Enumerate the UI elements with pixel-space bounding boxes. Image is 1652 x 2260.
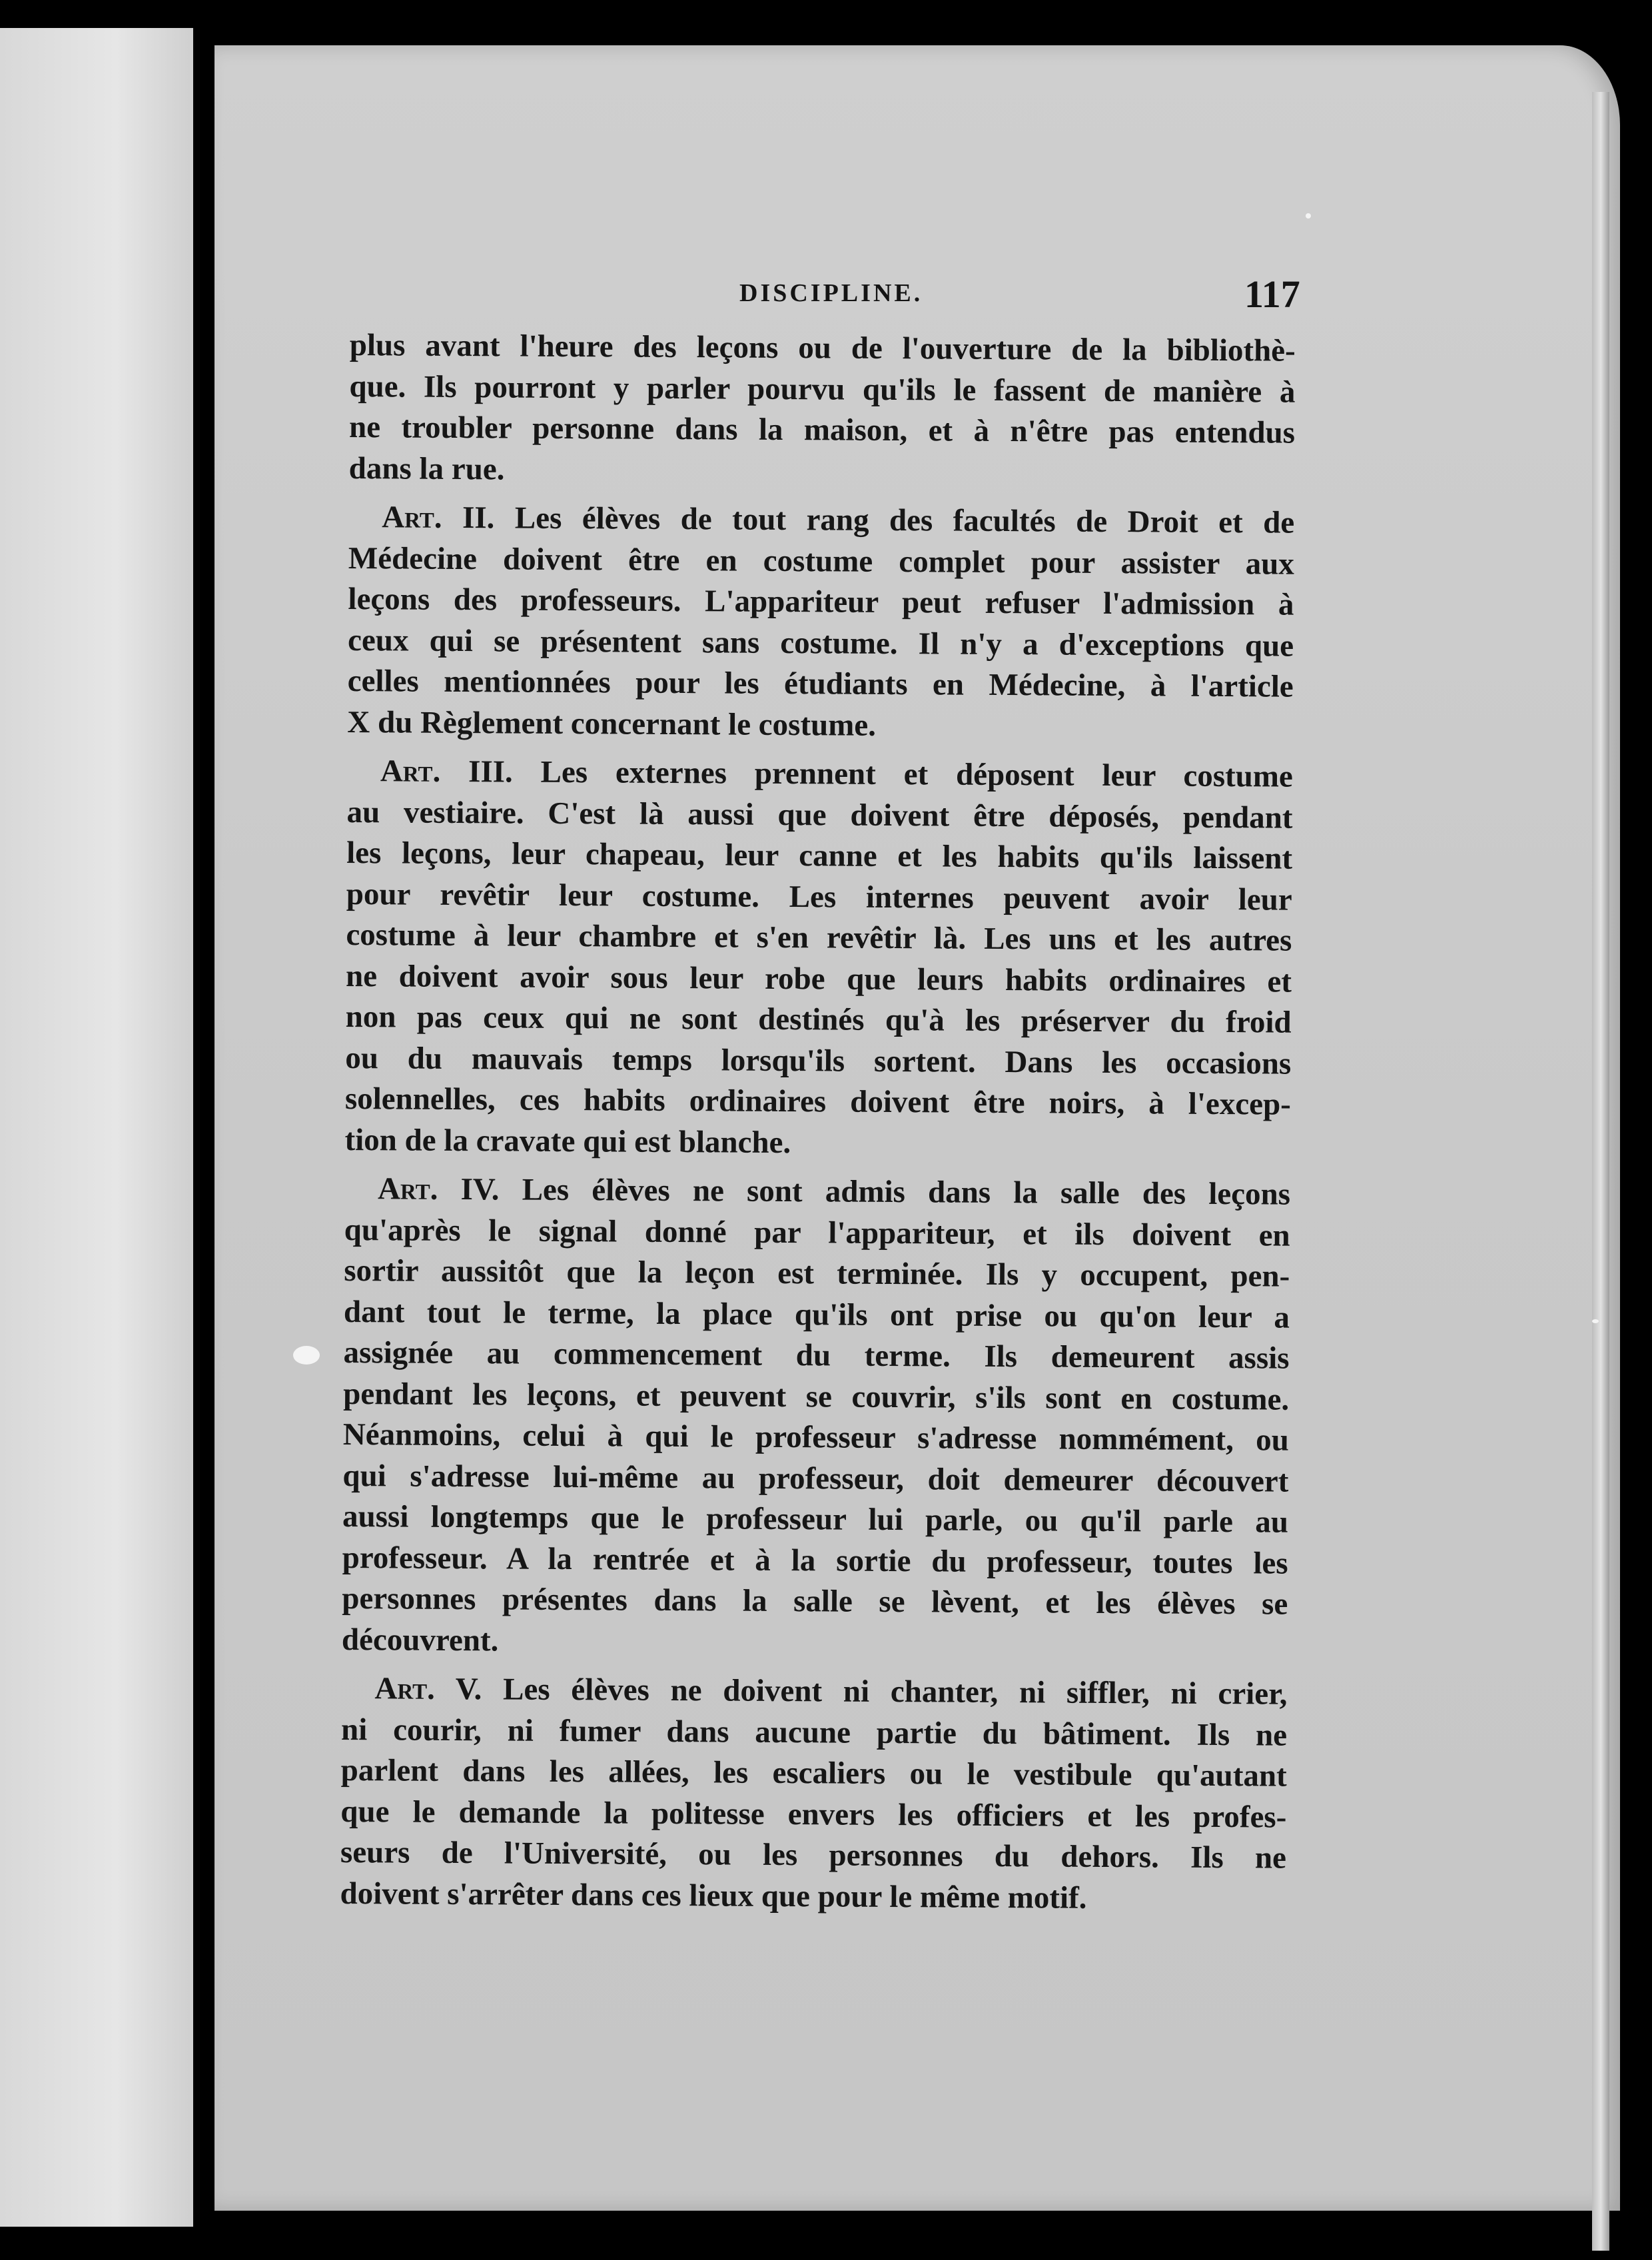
text-line: qu'après le signal donné par l'appariteur, et ils doivent en: [344, 1212, 1290, 1253]
facing-page-edge: [0, 28, 193, 2227]
article-label: Art. II.: [382, 500, 495, 536]
text-line: ne troubler personne dans la maison, et à n'être pas entendus: [348, 409, 1296, 450]
text-line: [348, 497, 1294, 544]
article-5: [340, 1668, 1287, 1920]
text-line: pendant les leçons, et peuvent se couvrir, s'ils sont en costume.: [343, 1376, 1290, 1417]
text-line: dans la rue.: [348, 450, 505, 486]
text-line: pour revêtir leur costume. Les internes peuvent avoir leur: [346, 876, 1292, 917]
text-line: Médecine doivent être en costume complet pour assister aux: [348, 540, 1294, 582]
text-line: leçons des professeurs. L'appariteur peut refuser l'admission à: [348, 581, 1294, 622]
text-line: non pas ceux qui ne sont destinés qu'à les préserver du froid: [345, 999, 1292, 1040]
text-line-rest: Les élèves ne sont admis dans la salle des leçons: [499, 1172, 1291, 1212]
text-line: ceux qui se présentent sans costume. Il n'y a d'exceptions que: [347, 622, 1294, 664]
text-line: personnes présentes dans la salle se lèvent, et les élèves se: [342, 1580, 1288, 1622]
text-line-rest: Les élèves ne doivent ni chanter, ni siffler, ni crier,: [482, 1672, 1288, 1712]
text-line: professeur. A la rentrée et à la sortie du professeur, toutes les: [342, 1540, 1288, 1581]
text-line: au vestiaire. C'est là aussi que doivent être déposés, pendant: [346, 794, 1293, 836]
text-line: ni courir, ni fumer dans aucune partie du bâtiment. Ils ne: [340, 1712, 1288, 1753]
text-line: seurs de l'Université, ou les personnes du dehors. Ils ne: [340, 1834, 1287, 1876]
text-line: découvrent.: [341, 1622, 499, 1658]
text-line: solennelles, ces habits ordinaires doivent être noirs, à l'excep-: [344, 1081, 1292, 1122]
text-line: [344, 1169, 1290, 1215]
text-line: [347, 751, 1293, 798]
scan-speck: [1592, 1319, 1599, 1323]
scan-speck: [1306, 213, 1311, 219]
article-4: [342, 1169, 1290, 1666]
text-line: celles mentionnées pour les étudiants en Médecine, à l'article: [347, 663, 1294, 704]
text-line: assignée au commencement du terme. Ils demeurent assis: [343, 1335, 1290, 1376]
body-text: [340, 325, 1296, 1920]
page-fore-edge: [1592, 92, 1609, 2251]
text-line: ne doivent avoir sous leur robe que leurs habits ordinaires et: [345, 958, 1292, 999]
paragraph-continuation: [348, 325, 1295, 495]
text-line: que le demande la politesse envers les officiers et les profes-: [340, 1794, 1287, 1835]
text-line: X du Règlement concernant le costume.: [347, 704, 877, 743]
text-line: ou du mauvais temps lorsqu'ils sortent. Dans les occasions: [345, 1040, 1292, 1081]
article-3: [344, 751, 1293, 1167]
text-line: que. Ils pourront y parler pourvu qu'ils le fassent de manière à: [349, 368, 1296, 410]
text-line: doivent s'arrêter dans ces lieux que pour le même motif.: [340, 1876, 1087, 1916]
scan-speck: [293, 1346, 320, 1365]
text-line: les leçons, leur chapeau, leur canne et les habits qu'ils laissent: [346, 835, 1293, 876]
text-line: plus avant l'heure des leçons ou de l'ouverture de la bibliothè-: [349, 327, 1296, 368]
text-line: [341, 1668, 1287, 1715]
article-label: Art. V.: [374, 1671, 482, 1707]
text-line: sortir aussitôt que la leçon est terminée. Ils y occupent, pen-: [344, 1253, 1290, 1294]
text-line: aussi longtemps que le professeur lui parle, ou qu'il parle au: [342, 1498, 1289, 1540]
text-line: dant tout le terme, la place qu'ils ont prise ou qu'on leur a: [343, 1294, 1290, 1335]
text-line: qui s'adresse lui-même au professeur, doit demeurer découvert: [342, 1458, 1289, 1499]
article-label: Art. III.: [380, 754, 513, 790]
text-line: parlent dans les allées, les escaliers ou le vestibule qu'autant: [340, 1752, 1287, 1794]
text-line: costume à leur chambre et s'en revêtir là. Les uns et les autres: [346, 917, 1292, 958]
text-line: Néanmoins, celui à qui le professeur s'adresse nommément, ou: [342, 1416, 1289, 1458]
page-number: 117: [1244, 273, 1300, 316]
article-label: Art. IV.: [377, 1171, 500, 1207]
text-line: tion de la cravate qui est blanche.: [344, 1122, 791, 1160]
text-line-rest: Les externes prennent et déposent leur costume: [512, 754, 1294, 794]
article-2: [347, 497, 1294, 749]
running-head: DISCIPLINE.: [739, 279, 923, 307]
text-line-rest: Les élèves de tout rang des facultés de Droit et de: [494, 500, 1295, 540]
gutter-shadow: [193, 0, 214, 2260]
